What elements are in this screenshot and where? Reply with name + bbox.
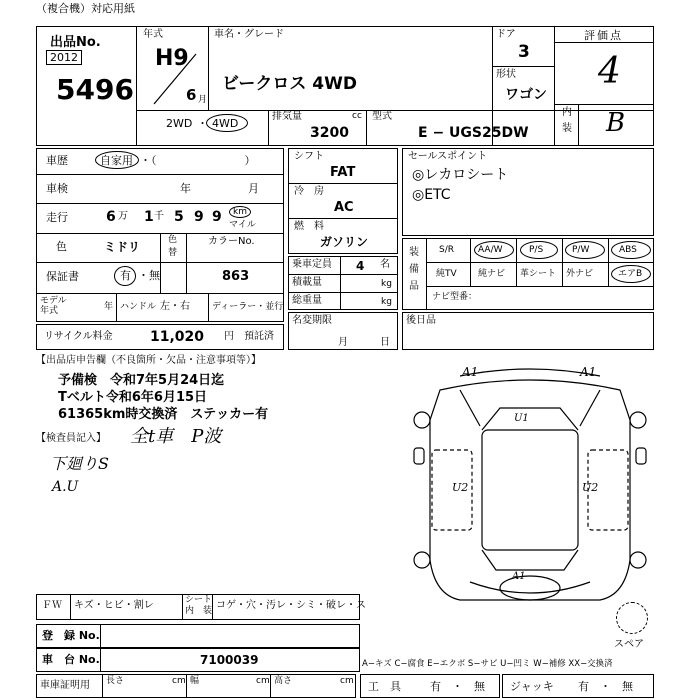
note-line: 予備検 令和7年5月24日迄	[58, 373, 225, 388]
inspector-label: 【検査員記入】	[36, 433, 106, 444]
displacement-label: 排気量	[272, 111, 302, 122]
shaken-label: 車検	[46, 182, 68, 195]
door-label: ドア	[496, 29, 516, 40]
after-items-block	[402, 312, 654, 350]
model-label: 型式	[372, 111, 392, 122]
grade-label: 評価点	[584, 29, 623, 42]
shape-label: 形状	[496, 69, 516, 80]
damage-mark: A1	[462, 365, 479, 379]
displacement-value: 3200	[310, 125, 349, 141]
name-label: 車名・グレード	[214, 29, 284, 40]
note-line: 61365km時交換済 ステッカー有	[58, 407, 269, 422]
inspector-hand-1: 全t車 P波	[130, 426, 222, 447]
lot-label: 出品No.	[50, 35, 101, 50]
sales-points-label: セールスポイント	[408, 151, 488, 162]
interior-grade: B	[606, 108, 626, 138]
damage-mark: U2	[452, 481, 469, 494]
sales-point-item: ◎ETC	[412, 187, 451, 203]
color-no-value: 863	[222, 269, 250, 284]
month-value: 6	[186, 86, 197, 104]
mileage-label: 走行	[46, 211, 68, 224]
shape-value: ワゴン	[505, 87, 547, 103]
shift-value: FAT	[330, 165, 356, 180]
year-value: H9	[155, 46, 189, 71]
note-line: Tベルト令和6年6月15日	[58, 390, 208, 405]
capacity-value: 4	[356, 259, 365, 273]
year-label: 年式	[143, 29, 163, 40]
spare-label: スペア	[614, 639, 644, 650]
reki-value: 自家用	[100, 154, 133, 167]
damage-mark: U1	[514, 413, 529, 424]
notes-label: 【出品店申告欄（不良箇所・欠品・注意事項等）】	[36, 355, 261, 366]
model-value: E − UGS25DW	[418, 125, 529, 141]
color-no-label: カラーNo.	[208, 236, 255, 247]
navi-label: ナビ型番：	[432, 292, 478, 302]
vehicle-name: ビークロス 4WD	[222, 74, 357, 94]
damage-mark: U2	[582, 481, 599, 494]
fuel-value: ガソリン	[320, 235, 369, 249]
color-value: ミドリ	[104, 240, 141, 254]
lot-number: 5496	[56, 73, 134, 106]
lot-year-tag: 2012	[46, 50, 82, 65]
car-damage-diagram	[400, 360, 660, 610]
recycle-label: リサイクル料金	[44, 331, 113, 342]
mileage-sen: 1	[144, 209, 154, 225]
grade-score: 4	[598, 51, 621, 92]
damage-mark: A1	[512, 571, 526, 582]
drive-4wd: 4WD	[212, 117, 239, 130]
door-value: 3	[518, 42, 530, 62]
inspector-hand-3: A.U	[52, 479, 79, 495]
drive-2wd: 2WD	[166, 117, 193, 130]
warranty-label: 保証書	[46, 270, 79, 283]
recycle-value: 11,020	[150, 329, 205, 345]
reki-label: 車歴	[46, 154, 68, 167]
damage-legend: A−キズ C−腐食 E−エクボ S−サビ U−凹ミ W−補修 XX−交換済	[362, 659, 613, 669]
ac-value: AC	[334, 200, 354, 215]
warranty-yes: 有	[120, 269, 131, 282]
spare-tire-icon	[616, 602, 648, 634]
form-title: （複合機）対応用紙	[36, 2, 135, 15]
chassis-number: 7100039	[200, 653, 259, 667]
inspector-hand-2: 下廻りS	[50, 454, 109, 473]
sales-point-item: ◎レカロシート	[412, 167, 509, 183]
color-label: 色	[56, 240, 67, 253]
month-unit: 月	[198, 95, 208, 105]
mileage-man: 6	[106, 209, 116, 225]
damage-mark: A1	[580, 365, 597, 379]
